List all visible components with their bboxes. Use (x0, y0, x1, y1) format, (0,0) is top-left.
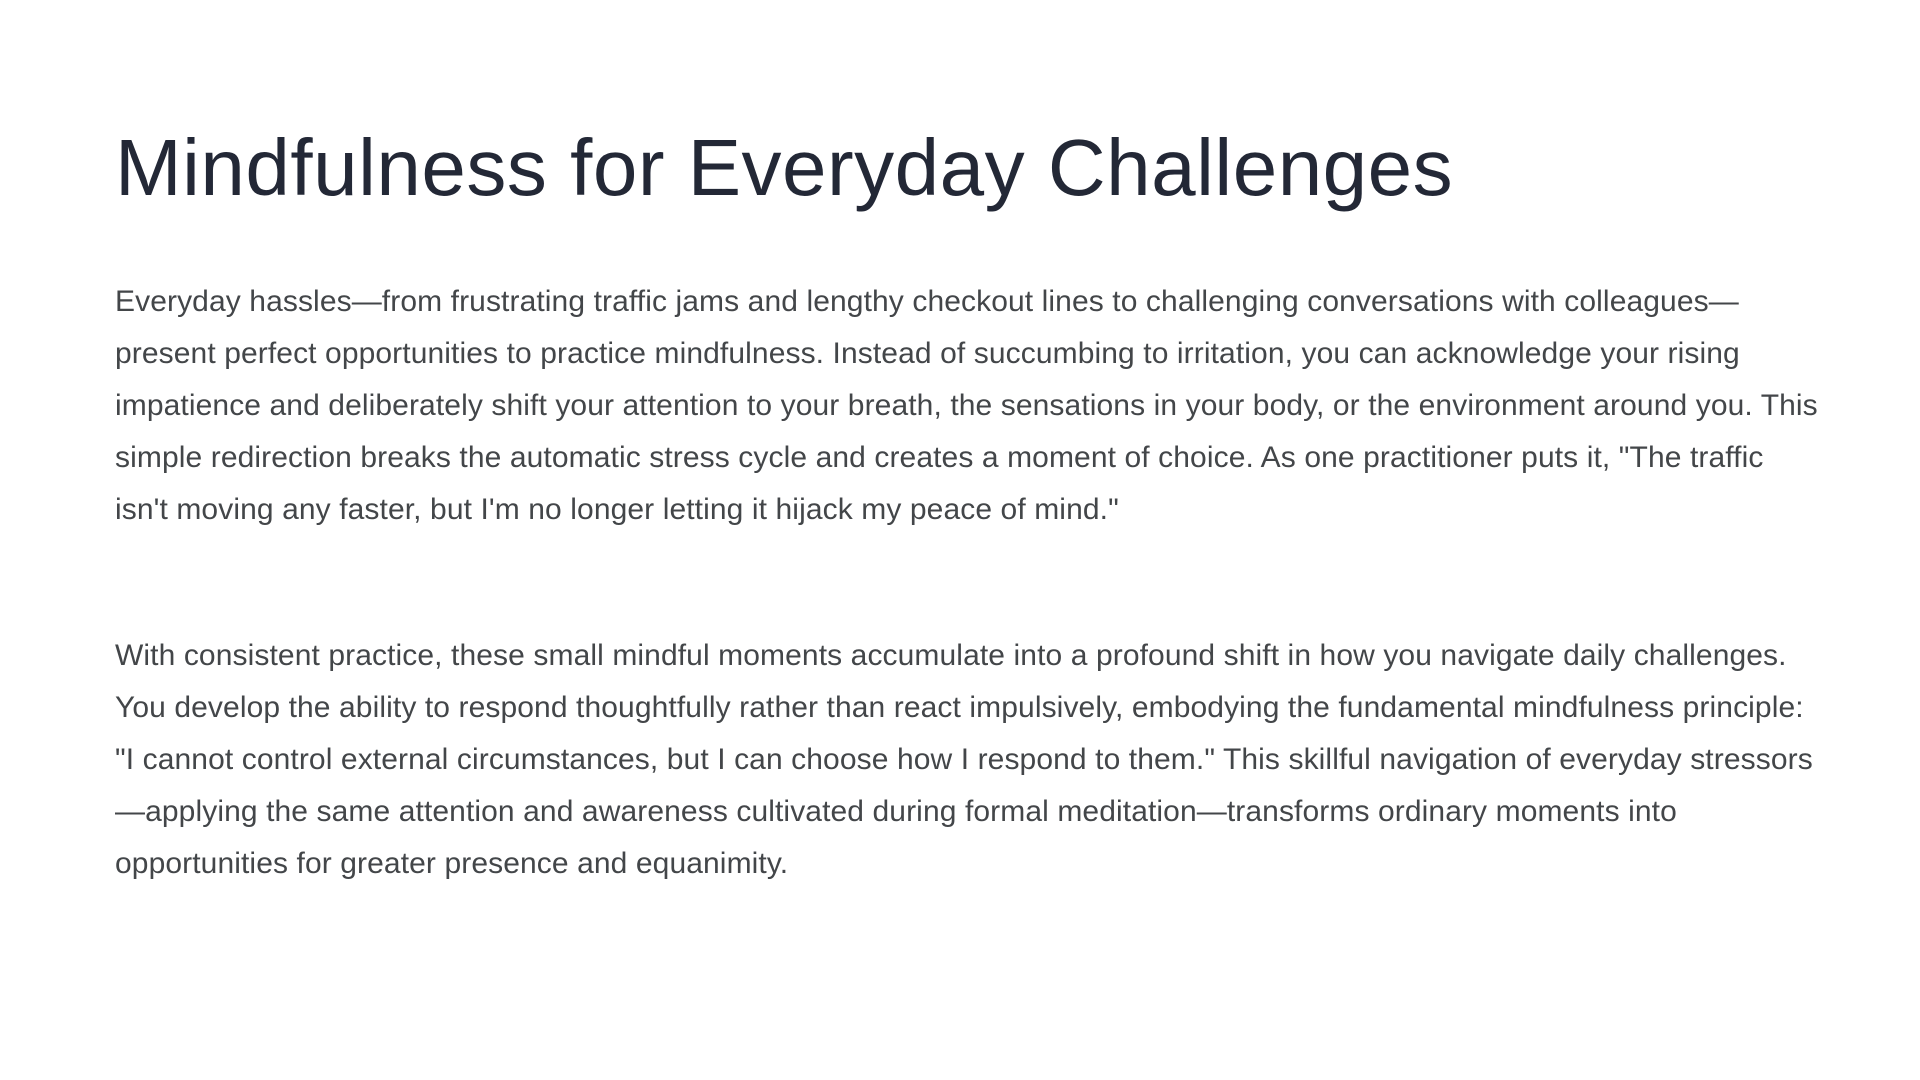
paragraph-consistent-practice: With consistent practice, these small mindful moments accumulate into a profound shift in how you navigate daily challenges. You develop the ability to respond thoughtfully rather than react impulsively, embodying the fundamental mindfulness principle: "I cannot control external circumstances, but I can choose how I respond to them." This skillful navigation of everyday stressors—applying the same attention and awareness cultivated during formal meditation—transforms ordinary moments into opportunities for greater presence and equanimity. (115, 639, 1813, 880)
document-body (115, 276, 1820, 890)
page-title: Mindfulness for Everyday Challenges (115, 123, 1454, 212)
paragraph-everyday-hassles: Everyday hassles—from frustrating traffic jams and lengthy checkout lines to challenging conversations with colleagues—present perfect opportunities to practice mindfulness. Instead of succumbing to irritation, you can acknowledge your rising impatience and deliberately shift your attention to your breath, the sensations in your body, or the environment around you. This simple redirection breaks the automatic stress cycle and creates a moment of choice. As one practitioner puts it, "The traffic isn't moving any faster, but I'm no longer letting it hijack my peace of mind." (115, 285, 1818, 526)
